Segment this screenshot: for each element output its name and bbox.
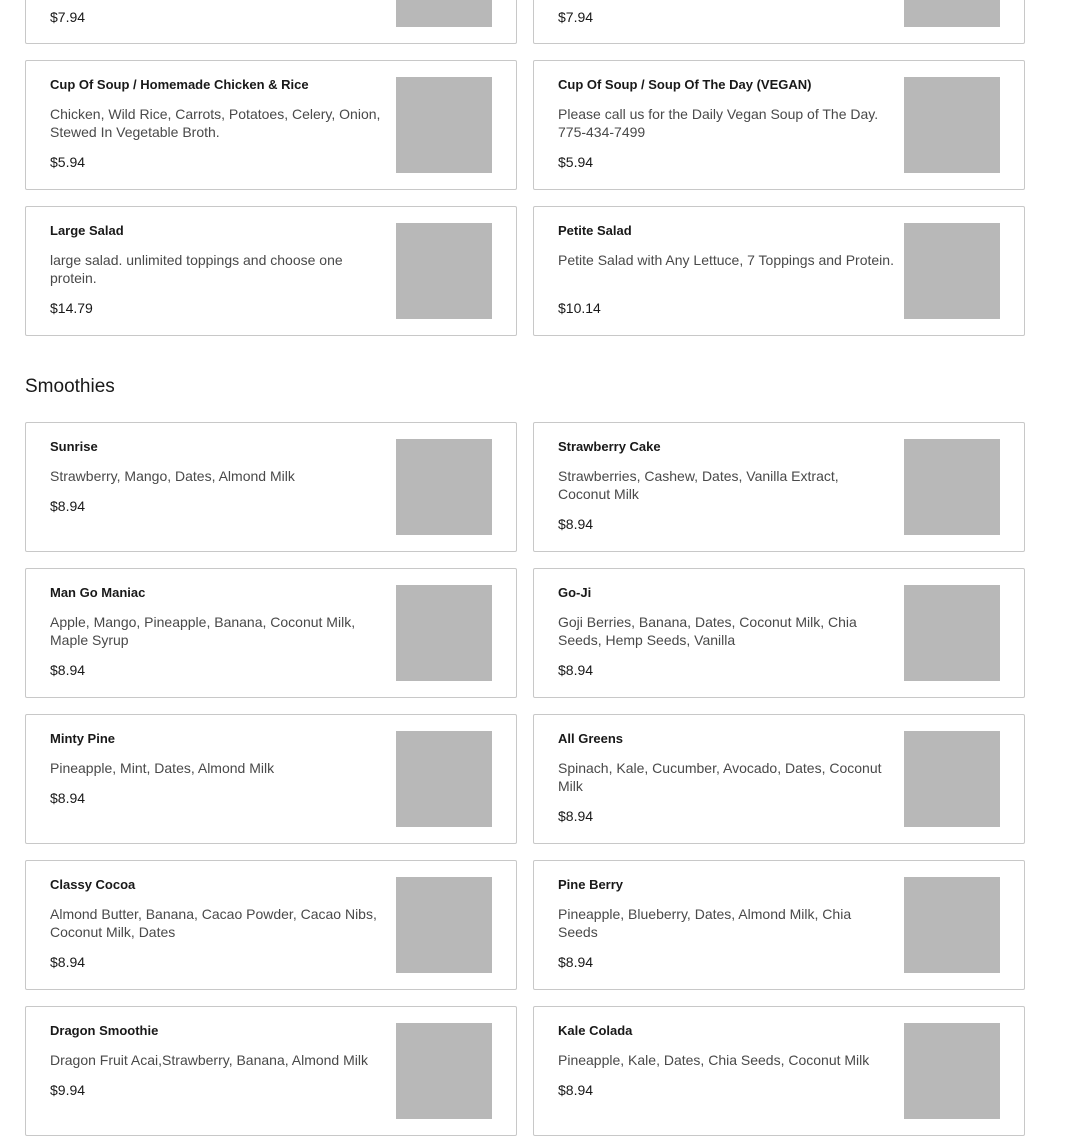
item-description: Please call us for the Daily Vegan Soup of The Day. 775-434-7499 xyxy=(558,106,879,140)
item-image xyxy=(396,585,492,681)
menu-item-card[interactable] xyxy=(25,568,517,698)
item-description: Pineapple, Blueberry, Dates, Almond Milk, Chia Seeds xyxy=(558,906,852,940)
item-price: $8.94 xyxy=(558,1082,594,1098)
item-price: $9.94 xyxy=(50,1082,86,1098)
item-image xyxy=(396,877,492,973)
menu-item-card[interactable] xyxy=(25,714,517,844)
item-name: Pine Berry xyxy=(558,877,624,892)
item-description: large salad. unlimited toppings and choose one protein. xyxy=(50,252,343,286)
menu-item-card[interactable] xyxy=(25,422,517,552)
menu-item-card[interactable] xyxy=(533,568,1025,698)
item-image xyxy=(396,77,492,173)
item-price: $5.94 xyxy=(558,154,594,170)
item-name: Cup Of Soup / Homemade Chicken & Rice xyxy=(50,77,309,92)
item-image xyxy=(904,1023,1000,1119)
item-price: $8.94 xyxy=(558,954,594,970)
menu-item-card[interactable] xyxy=(25,860,517,990)
item-price: $8.94 xyxy=(558,808,594,824)
menu-item-card[interactable] xyxy=(533,60,1025,190)
item-price: $7.94 xyxy=(50,9,86,25)
item-image xyxy=(904,223,1000,319)
section-title-smoothies: Smoothies xyxy=(25,376,115,397)
item-description: Strawberries, Cashew, Dates, Vanilla Extract, Coconut Milk xyxy=(558,468,839,502)
item-name: Large Salad xyxy=(50,223,124,238)
item-price: $8.94 xyxy=(50,498,86,514)
item-price: $8.94 xyxy=(50,954,86,970)
item-name: Dragon Smoothie xyxy=(50,1023,159,1038)
menu-item-card[interactable] xyxy=(25,1006,517,1136)
item-price: $8.94 xyxy=(558,662,594,678)
item-price: $10.14 xyxy=(558,300,601,316)
item-name: Man Go Maniac xyxy=(50,585,146,600)
item-image xyxy=(396,1023,492,1119)
menu-item-card[interactable] xyxy=(25,0,517,44)
item-name: Go-Ji xyxy=(558,585,592,600)
item-image xyxy=(904,585,1000,681)
item-price: $7.94 xyxy=(558,9,594,25)
item-image xyxy=(396,439,492,535)
item-description: Dragon Fruit Acai,Strawberry, Banana, Almond Milk xyxy=(50,1052,368,1068)
menu-item-card[interactable] xyxy=(533,422,1025,552)
item-image xyxy=(904,877,1000,973)
item-name: Classy Cocoa xyxy=(50,877,136,892)
item-image xyxy=(396,0,492,27)
item-image xyxy=(904,439,1000,535)
menu-item-card[interactable] xyxy=(533,1006,1025,1136)
item-name: Minty Pine xyxy=(50,731,116,746)
item-description: Apple, Mango, Pineapple, Banana, Coconut Milk, Maple Syrup xyxy=(50,614,356,648)
item-image xyxy=(904,0,1000,27)
item-description: Pineapple, Kale, Dates, Chia Seeds, Coconut Milk xyxy=(558,1052,870,1068)
item-price: $8.94 xyxy=(558,516,594,532)
item-name: Kale Colada xyxy=(558,1023,633,1038)
item-description: Chicken, Wild Rice, Carrots, Potatoes, Celery, Onion, Stewed In Vegetable Broth. xyxy=(50,106,381,140)
item-image xyxy=(904,731,1000,827)
menu-item-card[interactable] xyxy=(25,60,517,190)
item-name: Cup Of Soup / Soup Of The Day (VEGAN) xyxy=(558,77,812,92)
item-image xyxy=(396,223,492,319)
item-image xyxy=(396,731,492,827)
menu-item-card[interactable] xyxy=(533,860,1025,990)
item-price: $8.94 xyxy=(50,662,86,678)
item-description: Spinach, Kale, Cucumber, Avocado, Dates, Coconut Milk xyxy=(558,760,882,794)
item-image xyxy=(904,77,1000,173)
menu-item-card[interactable] xyxy=(533,714,1025,844)
item-price: $14.79 xyxy=(50,300,93,316)
item-description: Almond Butter, Banana, Cacao Powder, Cacao Nibs, Coconut Milk, Dates xyxy=(50,906,377,940)
menu-item-card[interactable] xyxy=(533,0,1025,44)
menu-item-card[interactable] xyxy=(25,206,517,336)
item-price: $8.94 xyxy=(50,790,86,806)
item-description: Strawberry, Mango, Dates, Almond Milk xyxy=(50,468,295,484)
menu-item-card[interactable] xyxy=(533,206,1025,336)
item-description: Petite Salad with Any Lettuce, 7 Toppings and Protein. xyxy=(558,252,894,268)
item-description: Goji Berries, Banana, Dates, Coconut Milk, Chia Seeds, Hemp Seeds, Vanilla xyxy=(558,614,857,648)
item-name: Petite Salad xyxy=(558,223,632,238)
item-name: Strawberry Cake xyxy=(558,439,661,454)
item-name: Sunrise xyxy=(50,439,98,454)
item-name: All Greens xyxy=(558,731,624,746)
item-description: Pineapple, Mint, Dates, Almond Milk xyxy=(50,760,275,776)
item-price: $5.94 xyxy=(50,154,86,170)
